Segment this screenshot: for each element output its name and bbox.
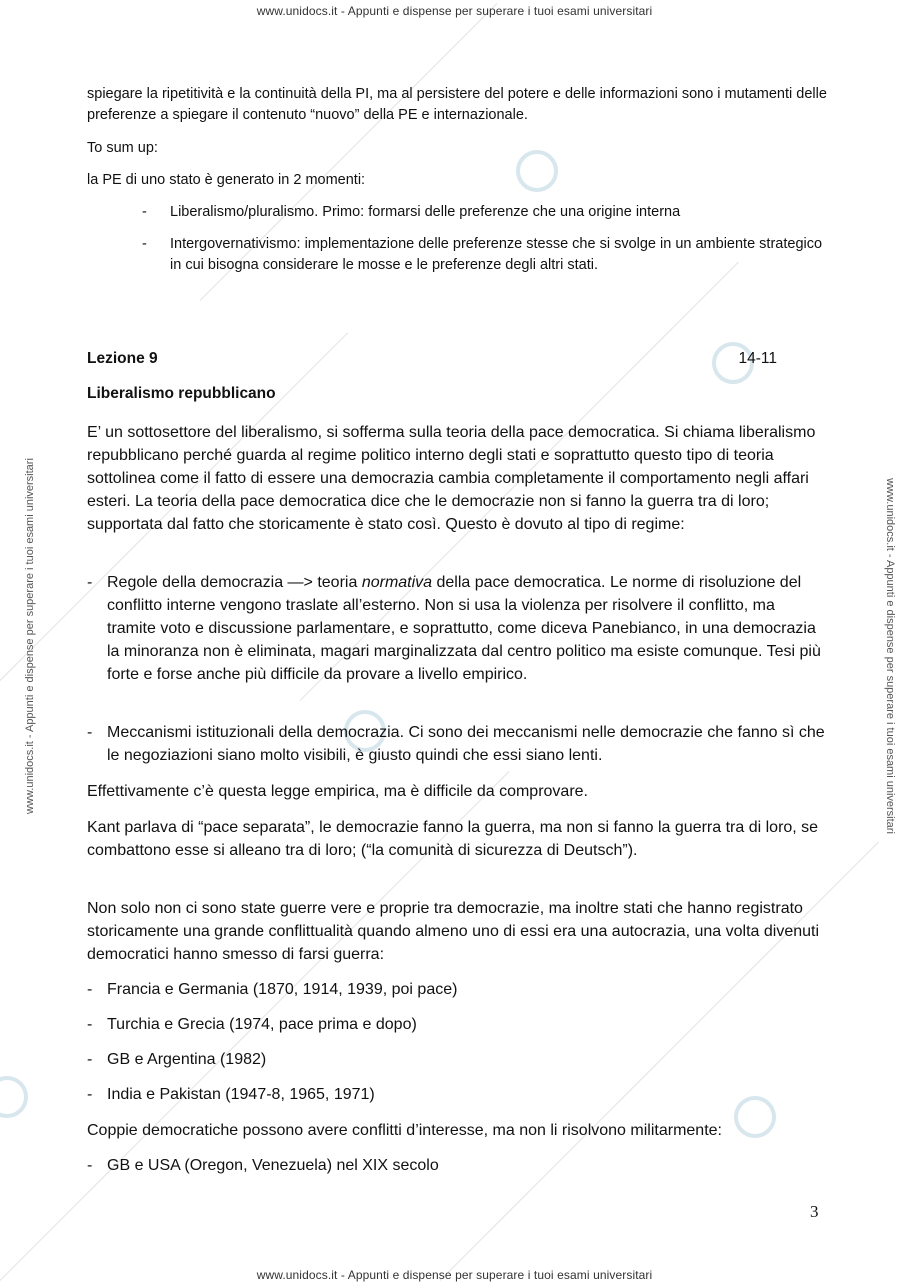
list-item: - GB e Argentina (1982): [87, 1048, 827, 1071]
list-item: - Turchia e Grecia (1974, pace prima e dopo): [87, 1013, 827, 1036]
sum-up-line: To sum up:: [87, 140, 158, 156]
watermark-side-right: www.unidocs.it - Appunti e dispense per superare i tuoi esami universitari: [884, 478, 896, 834]
list-item: - India e Pakistan (1947-8, 1965, 1971): [87, 1083, 827, 1106]
watermark-side-left: www.unidocs.it - Appunti e dispense per superare i tuoi esami universitari: [24, 458, 36, 814]
paragraph-5: Coppie democratiche possono avere conflitti d’interesse, ma non li risolvono militarmente:: [87, 1122, 722, 1139]
watermark-logo-icon: [516, 150, 558, 192]
paragraph-4: Non solo non ci sono state guerre vere e proprie tra democrazie, ma inoltre stati che hanno registrato storicamente una grande conflittualità quando almeno uno di essi era una autocrazia, una volta divenuti democratici hanno smesso di farsi guerra:: [87, 900, 820, 963]
moment-text: Intergovernativismo: implementazione delle preferenze stesse che si svolge in un ambiente strategico in cui bisogna considerare le mosse e le preferenze degli altri stati.: [170, 236, 823, 273]
moment-text: Liberalismo/pluralismo. Primo: formarsi delle preferenze che una origine interna: [170, 204, 681, 220]
bullet-dash: -: [87, 1086, 93, 1103]
bullet-dash: -: [87, 574, 93, 591]
bullet-dash: -: [87, 724, 93, 741]
bullet-dash: -: [87, 1157, 93, 1174]
paragraph-1: E’ un sottosettore del liberalismo, si sofferma sulla teoria della pace democratica. Si chiama liberalismo repubblicano perché guarda al regime politico interno degli stati e soprattutto questo tipo di teoria sottolinea come il fatto di essere una democrazia cambia completamente il comportamento negli affari esteri. La teoria della pace democratica dice che le democrazie non si fanno la guerra tra di loro; supportata dal fatto che storicamente è stato così. Questo è dovuto al tipo di regime:: [87, 424, 816, 533]
watermark-header: www.unidocs.it - Appunti e dispense per superare i tuoi esami universitari: [256, 4, 653, 18]
watermark-footer: www.unidocs.it - Appunti e dispense per superare i tuoi esami universitari: [256, 1268, 653, 1282]
bullet-dash: -: [142, 204, 147, 220]
lesson-header: [87, 350, 777, 368]
page-number: 3: [810, 1202, 819, 1221]
section-title: Liberalismo repubblicano: [87, 385, 276, 402]
intro-paragraph: spiegare la ripetitività e la continuità della PI, ma al persistere del potere e delle informazioni sono i mutamenti delle preferenze a spiegare il contenuto “nuovo” della PE e internazionale.: [87, 86, 827, 123]
watermark-logo-icon: [0, 1076, 28, 1118]
list-item: [142, 202, 832, 223]
bullet-dash: -: [87, 1051, 93, 1068]
list-item: [142, 234, 832, 276]
bullet-dash: -: [142, 236, 147, 252]
bullet-dash: -: [87, 981, 93, 998]
pe-line: la PE di uno stato è generato in 2 momenti:: [87, 172, 366, 188]
list-item: - GB e USA (Oregon, Venezuela) nel XIX secolo: [87, 1154, 827, 1177]
moments-list: [142, 202, 832, 276]
lesson-date: 14-11: [738, 350, 777, 367]
list-item: [87, 721, 827, 767]
bullet-text: Meccanismi istituzionali della democrazia. Ci sono dei meccanismi nelle democrazie che fanno sì che le negoziazioni siano molto visibili, è giusto quindi che essi siano lenti.: [107, 724, 825, 764]
paragraph-3: Kant parlava di “pace separata”, le democrazie fanno la guerra, ma non si fanno la guerra tra di loro, se combattono esse si alleano tra di loro; (“la comunità di sicurezza di Deutsch”).: [87, 819, 819, 859]
list-item: - Francia e Germania (1870, 1914, 1939, poi pace): [87, 978, 827, 1001]
list-item: [87, 571, 827, 686]
bullet-dash: -: [87, 1016, 93, 1033]
bullet-text: Regole della democrazia —> teoria normativa della pace democratica. Le norme di risoluzione del conflitto interne vengono traslate all’esterno. Non si usa la violenza per risolvere il conflitto, ma tramite voto e discussione parlamentare, e soprattutto, come diceva Panebianco, in una democrazia la minoranza non è eliminata, magari marginalizzata dal centro politico ma esiste comunque. Tesi più forte e forse anche più difficile da provare a livello empirico.: [107, 574, 821, 683]
paragraph-2: Effettivamente c’è questa legge empirica, ma è difficile da comprovare.: [87, 783, 588, 800]
lesson-title: Lezione 9: [87, 350, 158, 367]
